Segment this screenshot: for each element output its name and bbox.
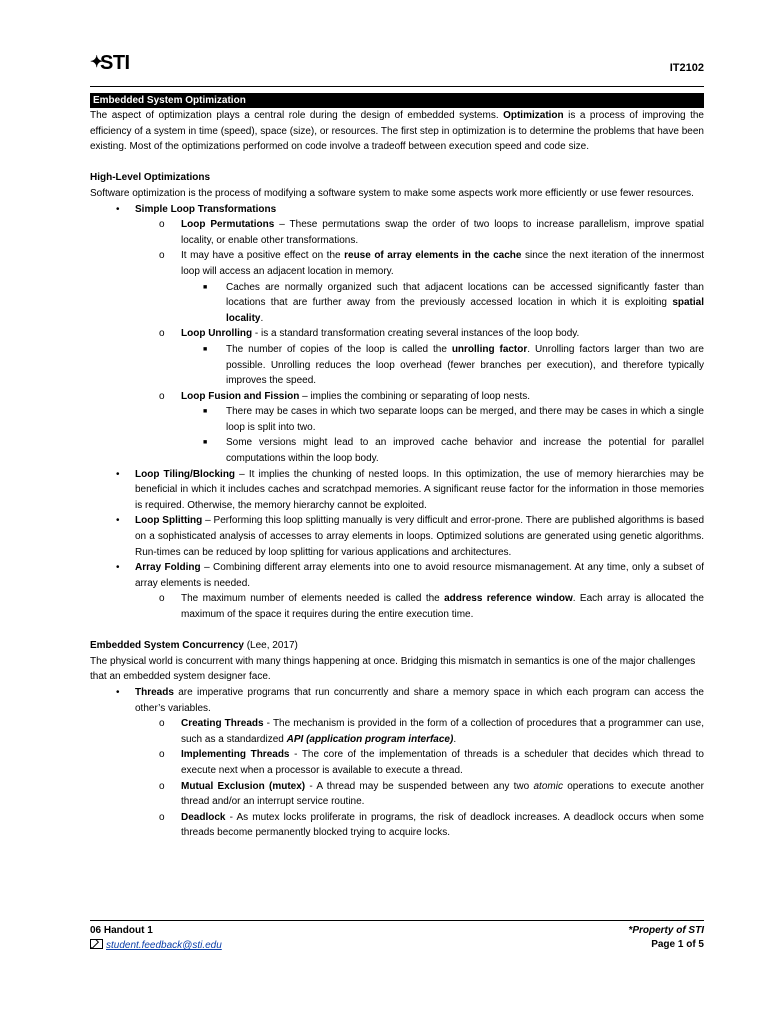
list-item-deadlock: o Deadlock - As mutex locks proliferate in programs, the risk of deadlock increases. A deadlock occurs when some threads become permanently blocked trying to acquire locks.: [159, 811, 704, 839]
list-item-spatial-locality: ■ Caches are normally organized such that adjacent locations can be accessed significantly faster than locations that are further away from the previously accessed location in which it is exploiting spatial locality.: [203, 281, 704, 324]
page-number: Page 1 of 5: [651, 939, 704, 950]
page-header: [90, 52, 704, 87]
course-code: IT2102: [669, 62, 704, 74]
list-item-loop-splitting: • Loop Splitting – Performing this loop splitting manually is very difficult and error-prone. There are published algorithms is based on a sophisticated analysis of accesses to array elements in loops. Optimized solutions are generated using genetic algorithms. Run-times can be reduced by loop splitting for various applications and architectures.: [116, 515, 704, 558]
document-body: [90, 93, 704, 841]
circle-bullet-icon: o: [159, 390, 165, 402]
circle-bullet-icon: o: [159, 780, 165, 792]
handout-label: 06 Handout 1: [90, 925, 153, 936]
document-page: [90, 0, 704, 1024]
list-item-loop-tiling: • Loop Tiling/Blocking – It implies the chunking of nested loops. In this optimization, the use of memory hierarchies may be beneficial in which it includes caches and scratchpad memories. A significant reuse factor for the information in those memories is required. Otherwise, the memory hierarchy cannot be exploited.: [116, 468, 704, 511]
circle-bullet-icon: o: [159, 328, 165, 340]
logo-text: STI: [100, 52, 130, 74]
bullet-icon: •: [116, 686, 120, 698]
bullet-icon: •: [116, 562, 120, 574]
list-item-threads: • Threads are imperative programs that run concurrently and share a memory space in which each program can access the other’s variables.: [116, 686, 704, 714]
list-item-creating-threads: o Creating Threads - The mechanism is provided in the form of a collection of procedures that a programmer can use, such as a standardized API (application program interface).: [159, 718, 704, 745]
bullet-icon: •: [116, 515, 120, 527]
square-bullet-icon: ■: [203, 439, 208, 447]
sti-logo-mark-icon: ✦: [90, 54, 103, 71]
bullet-icon: •: [116, 468, 120, 480]
list-item-fusion-detail-2: ■ Some versions might lead to an improved cache behavior and increase the potential for parallel computations within the loop body.: [203, 437, 704, 465]
list-item-loop-fusion-fission: o Loop Fusion and Fission – implies the combining or separating of loop nests.: [90, 389, 704, 405]
envelope-icon: [90, 939, 103, 949]
bullet-icon: •: [116, 203, 120, 215]
concurrency-heading: Embedded System Concurrency (Lee, 2017): [90, 640, 298, 652]
property-label: *Property of STI: [628, 925, 704, 936]
square-bullet-icon: ■: [203, 408, 208, 416]
list-item-loop-permutations: o Loop Permutations – These permutations swap the order of two loops to increase parallelism, improve spatial locality, or enable other transformations.: [159, 219, 704, 246]
page-footer: [90, 920, 704, 951]
circle-bullet-icon: o: [159, 811, 165, 823]
circle-bullet-icon: o: [159, 250, 165, 262]
concurrency-intro: The physical world is concurrent with many things happening at once. Bridging this mismatch in semantics is one of the major challenges that an embedded system designer face.: [90, 655, 696, 683]
list-item-loop-unrolling: o Loop Unrolling - is a standard transformation creating several instances of the loop body.: [90, 326, 704, 342]
intro-paragraph: The aspect of optimization plays a central role during the design of embedded systems. Optimization is a process of improving the efficiency of a system in time (speed), space (size), or resources. The first step in optimization is to determine the problems that have been existing. Most of the optimizations performed on code involve a tradeoff between execution speed and code size.: [90, 110, 704, 153]
footer-email: [90, 939, 222, 951]
section-title: Embedded System Optimization: [90, 93, 704, 108]
list-item-simple-loop-transformations: • Simple Loop Transformations: [90, 202, 704, 218]
square-bullet-icon: ■: [203, 283, 208, 291]
feedback-email-link[interactable]: student.feedback@sti.edu: [106, 940, 222, 951]
sti-logo: [90, 52, 130, 75]
list-item-array-folding: • Array Folding – Combining different array elements into one to avoid resource mismanagement. At any time, only a subset of array elements is needed.: [116, 562, 704, 589]
circle-bullet-icon: o: [159, 749, 165, 761]
list-item-unrolling-factor: ■ The number of copies of the loop is called the unrolling factor. Unrolling factors larger than two are possible. Unrolling reduces the loop overhead (fewer branches per execution), and therefore typically improves the speed.: [203, 343, 704, 387]
list-item-address-reference-window: o The maximum number of elements needed is called the address reference window. Each array is allocated the maximum of the space it requires during the entire execution time.: [159, 593, 704, 620]
circle-bullet-icon: o: [159, 219, 165, 231]
circle-bullet-icon: o: [159, 593, 165, 605]
square-bullet-icon: ■: [203, 345, 208, 353]
circle-bullet-icon: o: [159, 718, 165, 730]
list-item-mutual-exclusion: o Mutual Exclusion (mutex) - A thread may be suspended between any two atomic operations to execute another thread and/or an interrupt service routine.: [159, 780, 704, 808]
high-level-heading: High-Level Optimizations: [90, 172, 211, 184]
list-item-fusion-detail-1: ■ There may be cases in which two separate loops can be merged, and there may be cases in which a single loop is split into two.: [203, 406, 704, 433]
list-item-cache-reuse: o It may have a positive effect on the reuse of array elements in the cache since the next iteration of the innermost loop will access an adjacent location in memory.: [159, 250, 704, 277]
list-item-implementing-threads: o Implementing Threads - The core of the implementation of threads is a scheduler that decides which thread to execute next when a processor is available to execute a thread.: [159, 749, 704, 776]
software-optimization-definition: Software optimization is the process of modifying a software system to make some aspects work more efficiently or use fewer resources.: [90, 187, 694, 199]
